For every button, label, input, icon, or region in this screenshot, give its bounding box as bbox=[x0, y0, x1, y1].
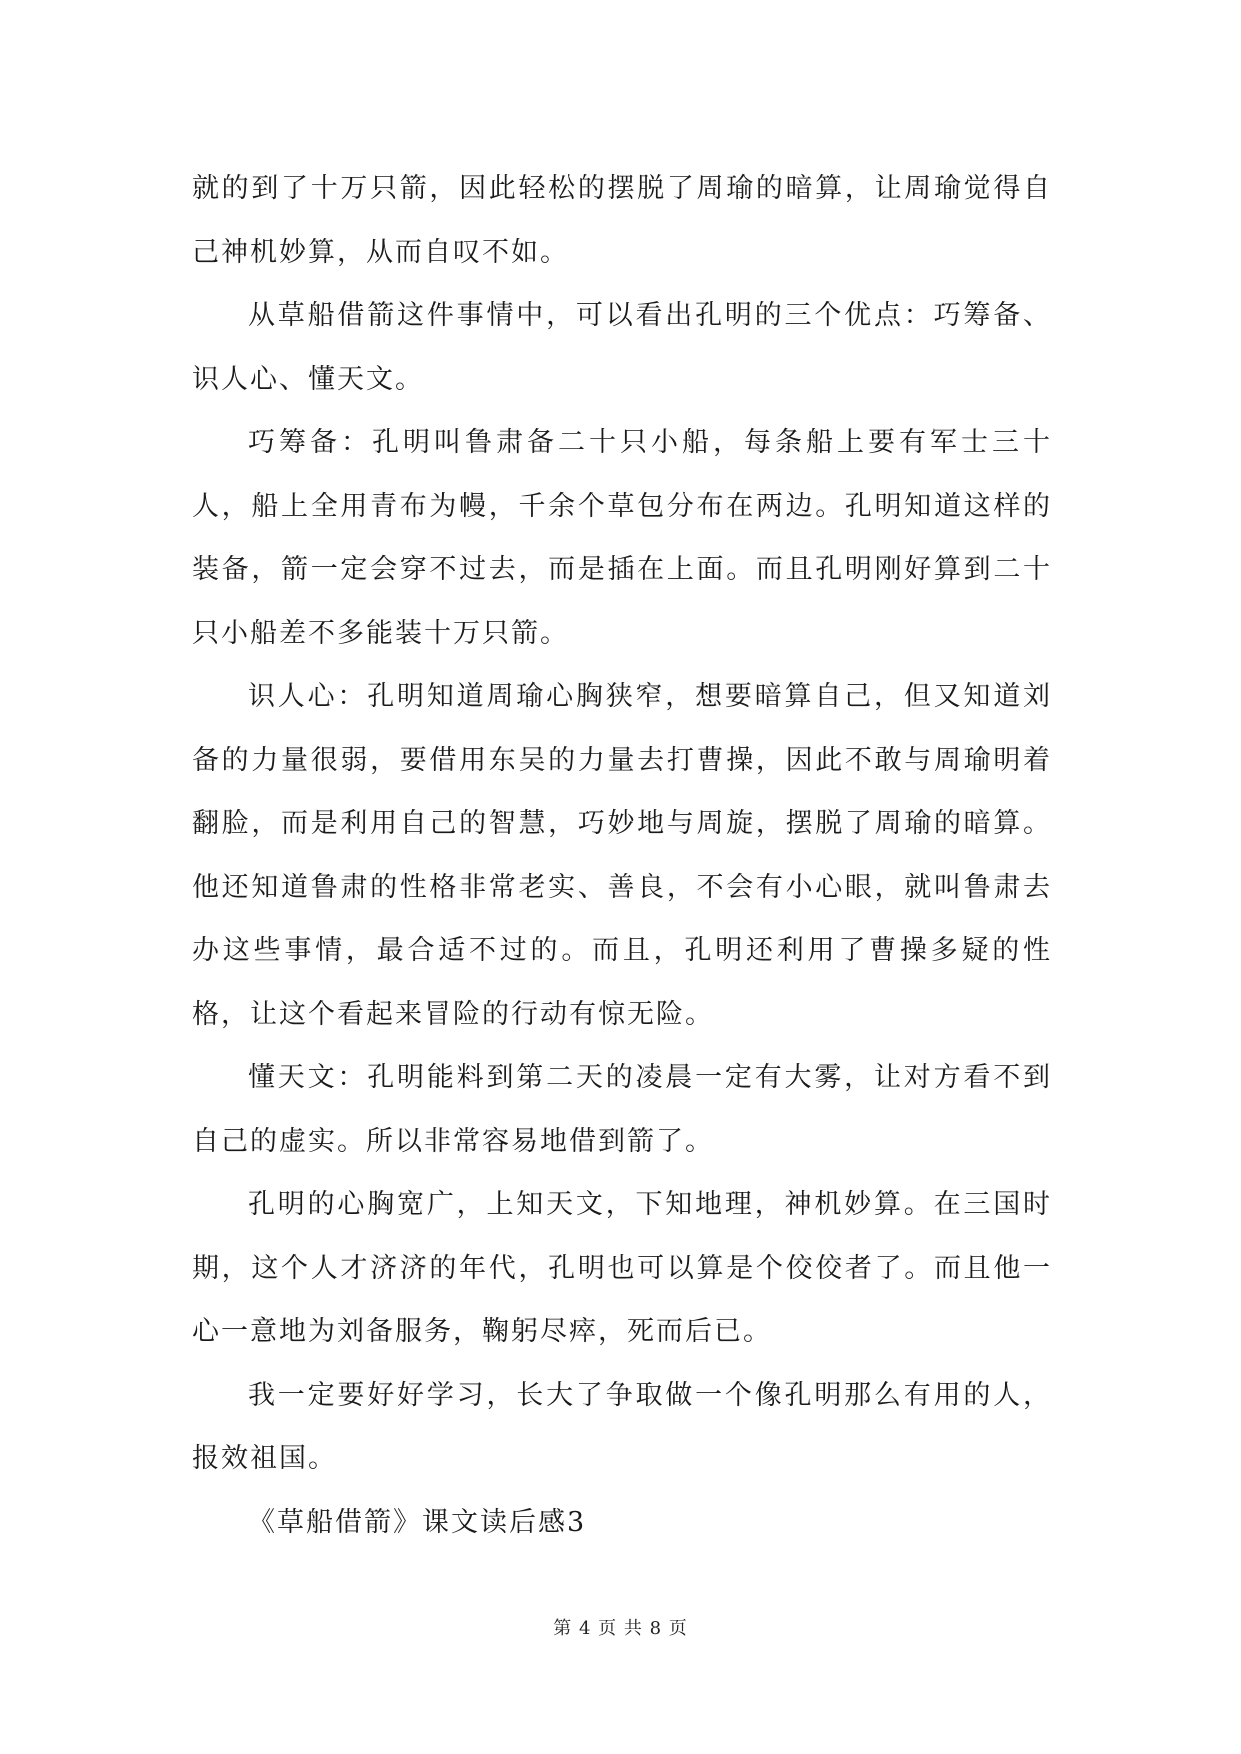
footer-suffix: 页 bbox=[668, 1618, 688, 1639]
footer-total-pages: 8 bbox=[649, 1618, 663, 1639]
paragraph-three-strengths: 从草船借箭这件事情中，可以看出孔明的三个优点：巧筹备、识人心、懂天文。 bbox=[192, 300, 1052, 395]
paragraph-understanding-people: 识人心：孔明知道周瑜心胸狭窄，想要暗算自己，但又知道刘备的力量很弱，要借用东吴的力量去打曹操，因此不敢与周瑜明着翻脸，而是利用自己的智慧，巧妙地与周旋，摆脱了周瑜的暗算。他还知道鲁肃的性格非常老实、善良，不会有小心眼，就叫鲁肃去办这些事情，最合适不过的。而且，孔明还利用了曹操多疑的性格，让这个看起来冒险的行动有惊无险。 bbox=[192, 681, 1052, 1030]
page-footer bbox=[0, 1617, 1241, 1641]
section-heading: 《草船借箭》课文读后感3 bbox=[248, 1506, 587, 1538]
paragraph-preparation: 巧筹备：孔明叫鲁肃备二十只小船，每条船上要有军士三十人，船上全用青布为幔，千余个草包分布在两边。孔明知道这样的装备，箭一定会穿不过去，而是插在上面。而且孔明刚好算到二十只小船差不多能装十万只箭。 bbox=[192, 427, 1052, 649]
footer-mid: 页 共 bbox=[598, 1618, 643, 1639]
footer-prefix: 第 bbox=[553, 1618, 573, 1639]
paragraph-continuation: 就的到了十万只箭，因此轻松的摆脱了周瑜的暗算，让周瑜觉得自己神机妙算，从而自叹不如。 bbox=[192, 173, 1052, 268]
paragraph-astronomy: 懂天文：孔明能料到第二天的凌晨一定有大雾，让对方看不到自己的虚实。所以非常容易地借到箭了。 bbox=[192, 1062, 1052, 1157]
document-body bbox=[192, 157, 1052, 1554]
paragraph-resolution: 我一定要好好学习，长大了争取做一个像孔明那么有用的人，报效祖国。 bbox=[192, 1379, 1052, 1474]
paragraph-summary: 孔明的心胸宽广，上知天文，下知地理，神机妙算。在三国时期，这个人才济济的年代，孔明也可以算是个佼佼者了。而且他一心一意地为刘备服务，鞠躬尽瘁，死而后已。 bbox=[192, 1189, 1052, 1347]
footer-current-page: 4 bbox=[578, 1618, 592, 1639]
